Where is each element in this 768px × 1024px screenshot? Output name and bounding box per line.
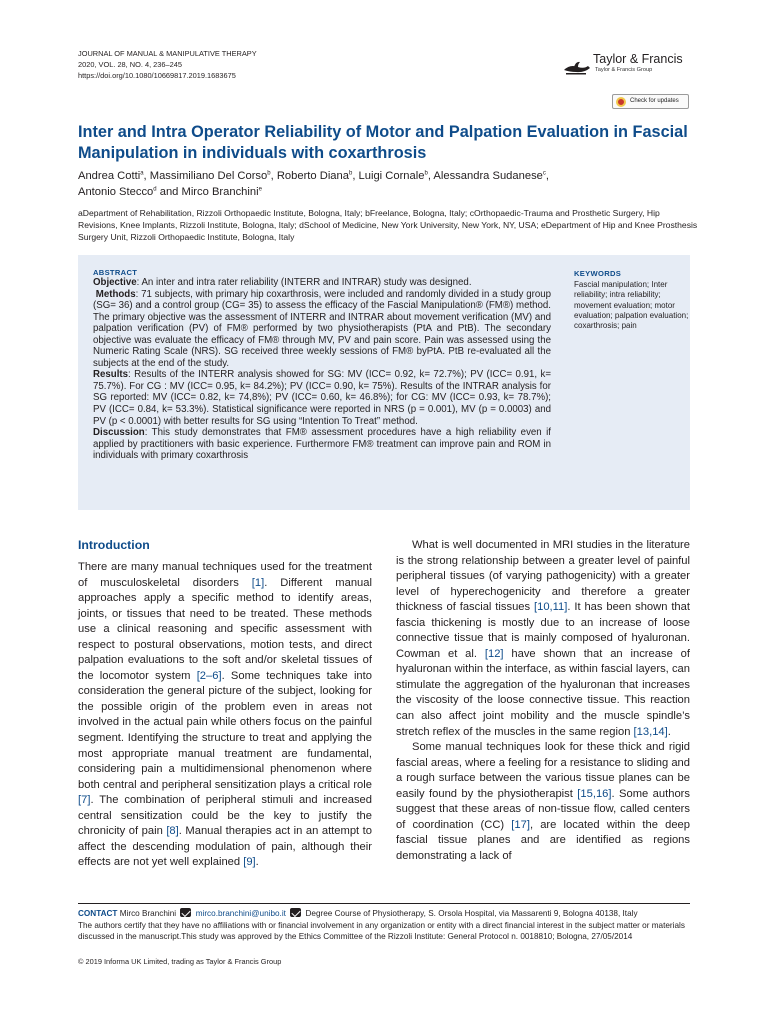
paragraph-text: .: [667, 725, 671, 738]
citation-link[interactable]: [17]: [511, 818, 530, 831]
paragraph-text: . Manual therapies act in an attempt to affect the descending modulation of pain, although their effects are not yet well explained: [78, 825, 373, 869]
paragraph-text: What is well documented in MRI studies in the literature is the strong relationship between a greater level of painful peripheral tissues (of varying pathogenicity) with a greater level of hyperechogenicity and therefore a greater thickness of fascial tissues: [396, 539, 690, 614]
body-column-left: [78, 560, 372, 871]
journal-header: [78, 48, 257, 81]
author-name[interactable]: Alessandra Sudanese$^c$: [433, 170, 546, 182]
check-for-updates-label: Check for updates: [630, 98, 679, 104]
section-heading-introduction: Introduction: [78, 538, 150, 552]
abstract-heading: ABSTRACT: [93, 268, 138, 277]
abstract: [93, 268, 551, 462]
footer-divider: [78, 903, 690, 904]
publisher-name: Taylor & Francis: [593, 52, 683, 66]
author-list: Andrea Cotti$^a$, Massimiliano Del Corso$^b$, Roberto Diana$^b$, Luigi Cornale$^b$, Alessandra Sudanese$^c$, Antonio Stecco$^d$ and Mirco Branchini$^e$: [78, 170, 549, 198]
paragraph: [396, 740, 690, 864]
body-column-right: [396, 538, 690, 864]
author-name[interactable]: Massimiliano Del Corso$^b$: [149, 170, 271, 182]
keywords-list: Fascial manipulation; Inter reliability; intra reliability; movement evaluation; motor evaluation; palpation evaluation; coxarthrosis; pain: [574, 280, 689, 331]
publisher-group: Taylor & Francis Group: [595, 67, 653, 73]
citation-link[interactable]: [15,16]: [577, 787, 612, 800]
author-name[interactable]: Mirco Branchini$^e$: [181, 186, 262, 198]
abstract-discussion: Discussion: This study demonstrates that FM® assessment procedures have a high reliability even if applied by practitioners with basic experience. Furthermore FM® treatment can improve pain and ROM in individuals with primary coxarthrosis: [93, 427, 551, 462]
contact-name: Mirco Branchini: [119, 909, 177, 918]
keywords: [574, 269, 694, 331]
email-icon: [180, 908, 191, 917]
doi-link[interactable]: https://doi.org/10.1080/10669817.2019.1683675: [78, 71, 236, 80]
contact-address: Degree Course of Physiotherapy, S. Orsola Hospital, via Massarenti 9, Bologna 40138, Italy: [305, 909, 638, 918]
crossmark-icon: [616, 97, 626, 107]
volume-info: 2020, VOL. 28, NO. 4, 236–245: [78, 60, 182, 69]
author-name[interactable]: Andrea Cotti$^a$: [78, 170, 144, 182]
citation-link[interactable]: [10,11]: [533, 601, 568, 614]
contact-label: CONTACT: [78, 909, 118, 918]
address-icon: [290, 908, 301, 917]
citation-link[interactable]: [9]: [243, 856, 256, 869]
author-name[interactable]: Luigi Cornale$^b$: [358, 170, 428, 182]
citation-link[interactable]: [1]: [251, 576, 265, 589]
paragraph-text: There are many manual techniques used for the treatment of musculoskeletal disorders: [78, 561, 372, 589]
journal-name: JOURNAL OF MANUAL & MANIPULATIVE THERAPY: [78, 49, 257, 58]
contact-line: [78, 908, 698, 919]
paragraph-text: have shown that an increase of hyaluronan within the interface, as within fascial layers, can stimulate the aggregation of the hyaluronan that increases the viscosity of the loose connective tissue. This reaction can also affect joint mobility and the muscle spindle’s stretch reflex of the muscles in the same region: [396, 647, 690, 738]
contact-email-link[interactable]: mirco.branchini@unibo.it: [195, 909, 286, 918]
paragraph-text: . The combination of peripheral stimuli and increased central sensitization could be the key to justify the chronicity of pain: [78, 794, 372, 838]
paragraph: [396, 538, 690, 740]
citation-link[interactable]: [2–6]: [196, 669, 222, 682]
disclosure-statement: The authors certify that they have no affiliations with or financial involvement in any organization or entity with a direct financial interest in the subject matter or materials discussed in the manuscript.This study was approved by the Ethics Committee of the Rizzoli Institute: General Protocol n. 0018810; Bologna, 27/05/2014: [78, 921, 685, 941]
affiliations: aDepartment of Rehabilitation, Rizzoli Orthopaedic Institute, Bologna, Italy; bFreelance, Bologna, Italy; cOrthopaedic-Trauma and Prosthetic Surgery, Hip Revisions, Knee Implants, Rizzoli Institute, Bologna, Italy; dSchool of Medicine, New York University, New York, NY, USA; eDepartment of Hip and Knee Prosthesis Surgery Unit, Rizzoli Orthopaedic Institute, Bologna, Italy: [78, 208, 698, 242]
copyright-notice: © 2019 Informa UK Limited, trading as Taylor & Francis Group: [78, 957, 282, 966]
abstract-results: Results: Results of the INTERR analysis showed for SG: MV (ICC= 0.92, k= 72.7%); PV (ICC= 0.91, k= 75.7%). For CG : MV (ICC= 0.95, k= 84.2%); PV (ICC= 0.90, k= 75%). Results of the INTRAR analysis for SG reported: MV (ICC= 0.82, k= 74,8%); PV (ICC= 0.60, k= 46.8%); for CG: MV (ICC= 0.93, k= 78.7%); PV (ICC= 0.84, k= 53.3%). Statistical significance were reported in NRS (p = 0.001), MV (p = 0.0003) and PV (p < 0.0001) with better results for SG using “Intention To Treat” method.: [93, 369, 551, 427]
abstract-objective: Objective: An inter and intra rater reliability (INTERR and INTRAR) study was designed.: [93, 277, 472, 288]
check-for-updates-button[interactable]: [612, 94, 689, 109]
article-title: Inter and Intra Operator Reliability of Motor and Palpation Evaluation in Fascial Manipulation in individuals with coxarthrosis: [78, 123, 688, 162]
paragraph-text: . It has been shown that fascia thickening is mostly due to an increase of loose connective tissue that is mainly composed of hyaluronan. Cowman et al.: [396, 601, 690, 660]
paragraph-text: , are located within the deep fascial tissue planes and are identified as regions demonstrating a lack of: [396, 818, 690, 862]
paragraph: [78, 560, 372, 871]
paragraph-text: Some manual techniques look for these thick and rigid fascial areas, where a feeling for a resistance to sliding and a rough surface between the various tissue planes can be easily found by the physiotherapist: [396, 741, 690, 800]
citation-link[interactable]: [13,14]: [633, 725, 668, 738]
paragraph-text: . Some authors suggest that these areas of non-tissue flow, called centers of coordination (CC): [396, 787, 690, 831]
author-name[interactable]: Antonio Stecco$^d$: [78, 186, 157, 198]
keywords-heading: KEYWORDS: [574, 269, 622, 278]
citation-link[interactable]: [8]: [166, 825, 179, 838]
paragraph-text: .: [255, 856, 259, 869]
abstract-methods: Methods: 71 subjects, with primary hip coxarthrosis, were included and randomly divided in a study group (SG= 36) and a control group (CG= 35) to assess the efficacy of the Fascial Manipulation® (FM®) method. The primary objective was the assessment of INTERR and INTRAR about movement verification (MV) and palpation verification (PV) of FM® performed by two physiotherapists (PtA and PtB). The secondary objective was evaluate the efficacy of FM® through MV, PV and pain score. Pain was assessed using the Numeric Rating Scale (NRS). SG received three weekly sessions of FM® byPtA. PtB re-evaluated all the subjects at the end of the study.: [93, 288, 551, 369]
author-name[interactable]: Roberto Diana$^b$: [276, 170, 353, 182]
paragraph-text: . Some techniques take into consideration the general picture of the subject, looking for the possible origin of the problem even in areas not involved in the actual pain while others focus on the painful segment. Identifying the structure to treat and applying the most appropriate manual treatment are fundamental, considering pain a multidimensional phenomenon where both central and peripheral sensitization plays a critical role: [78, 669, 372, 791]
citation-link[interactable]: [12]: [484, 647, 504, 660]
paragraph-text: . Different manual approaches apply a specific method to identify areas, joints, or tissues that need to be treated. These methods use a clinical reasoning and specific assessment with respect to postural observations, motion tests, and direct palpation evaluations to the soft and/or skeletal tissues of the locomotor system: [78, 576, 372, 682]
citation-link[interactable]: [7]: [78, 794, 91, 807]
